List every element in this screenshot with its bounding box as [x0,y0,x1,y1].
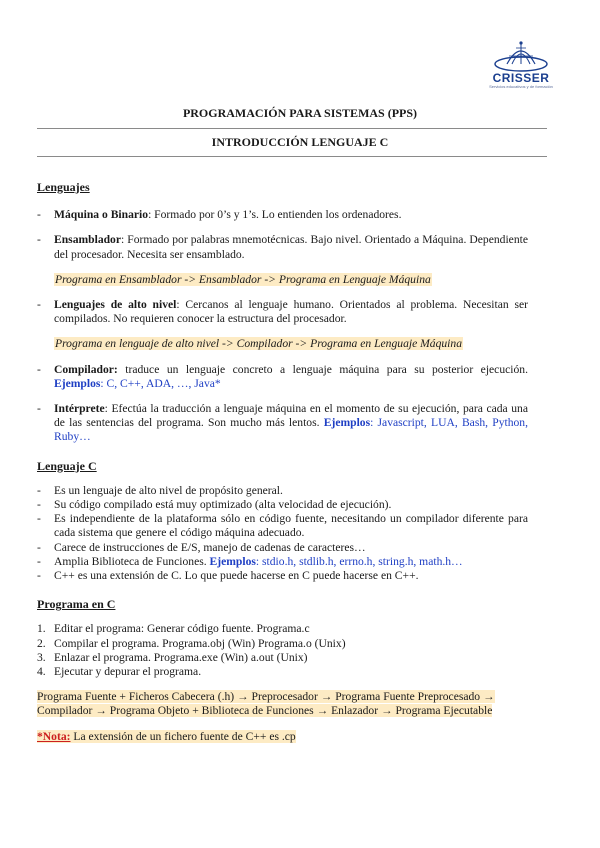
document-title: PROGRAMACIÓN PARA SISTEMAS (PPS) [182,106,418,120]
list-item: - C++ es una extensión de C. Lo que puede hacerse en C puede hacerse en C++. [37,569,419,583]
list-item-binario: - Máquina o Binario: Formado por 0’s y 1’s. Lo entienden los ordenadores. [37,208,402,222]
document-body [37,180,528,744]
list-item-biblioteca: - Amplia Biblioteca de Funciones. Ejemplos: stdio.h, stdlib.h, errno.h, string.h, math.h… [37,554,463,568]
note-label: *Nota: [37,729,71,743]
title-divider-bottom [37,156,547,157]
list-item: - Carece de instrucciones de E/S, manejo de cadenas de caracteres… [37,540,366,554]
flow-alto-nivel: Programa en lenguaje de alto nivel -> Compilador -> Programa en Lenguaje Máquina [55,337,462,351]
term-ensamblador: Ensamblador [54,233,122,247]
term-binario: Máquina o Binario [54,208,149,222]
examples-label-biblioteca: Ejemplos [209,554,256,568]
examples-compilador: : C, C++, ADA, …, Java* [100,376,221,390]
crisser-logo [476,40,566,90]
logo-name: CRISSER [492,71,550,85]
list-item-ensamblador: - Ensamblador: Formado por palabras mnemotécnicas. Bajo nivel. Orientado a Máquina. Dependiente del procesador. Necesita ser ensamblado. [37,233,528,261]
examples-label-compilador: Ejemplos [54,376,101,390]
list-item-compilador: - Compilador: traduce un lenguaje concreto a lenguaje máquina para su posterior ejecución. Ejemplos: C, C++, ADA, …, Java* [37,362,528,390]
examples-interprete: : Javascript, LUA, Bash, Python, Ruby… [54,416,529,444]
note [37,730,528,744]
examples-label-interprete: Ejemplos [323,416,371,430]
examples-biblioteca: : stdio.h, stdlib.h, errno.h, string.h, math.h… [255,554,463,568]
list-item: - Es un lenguaje de alto nivel de propósito general. [37,483,283,497]
list-item: - Su código compilado está muy optimizado (alta velocidad de ejecución). [37,498,392,512]
list-item: - Es independiente de la plataforma sólo en código fuente, necesitando un compilador diferente para cada sistema que genere el código máquina adecuado. [37,512,528,540]
note-text: La extensión de un fichero fuente de C++ es .cp [70,729,296,743]
term-interprete: Intérprete [54,402,105,416]
build-pipeline: Programa Fuente + Ficheros Cabecera (.h) → Preprocesador → Programa Fuente Preprocesado → Compilador → Programa Objeto + Biblioteca de Funciones → Enlazador → Programa Ejecutable [37,690,495,718]
term-alto-nivel: Lenguajes de alto nivel [54,298,177,312]
term-compilador: Compilador: [54,362,118,376]
logo-tagline: Servicios educativos y de formación [489,84,553,89]
title-divider-top [37,128,547,129]
section-heading-lenguaje-c: Lenguaje C [37,458,97,473]
step-item: 3. Enlazar el programa. Programa.exe (Win) a.out (Unix) [37,650,308,664]
step-item: 1. Editar el programa: Generar código fuente. Programa.c [37,622,310,636]
list-item-alto-nivel: - Lenguajes de alto nivel: Cercanos al lenguaje humano. Orientados al problema. Necesitan ser compilados. No requieren conocer la estructura del procesador. [37,298,529,326]
document-subtitle: INTRODUCCIÓN LENGUAJE C [211,135,389,149]
section-heading-lenguajes: Lenguajes [37,180,90,194]
globe-icon [492,40,550,74]
step-item: 2. Compilar el programa. Programa.obj (Win) Programa.o (Unix) [37,636,346,650]
section-heading-programa-c: Programa en C [37,597,116,612]
step-item: 4. Ejecutar y depurar el programa. [37,665,202,679]
flow-ensamblador: Programa en Ensamblador -> Ensamblador -> Programa en Lenguaje Máquina [55,272,431,286]
list-item-interprete: - Intérprete: Efectúa la traducción a lenguaje máquina en el momento de su ejecución, para cada una de las sentencias del programa. Son mucho más lentos. Ejemplos: Javascript, LUA, Bash, Python, Ruby… [37,402,529,444]
